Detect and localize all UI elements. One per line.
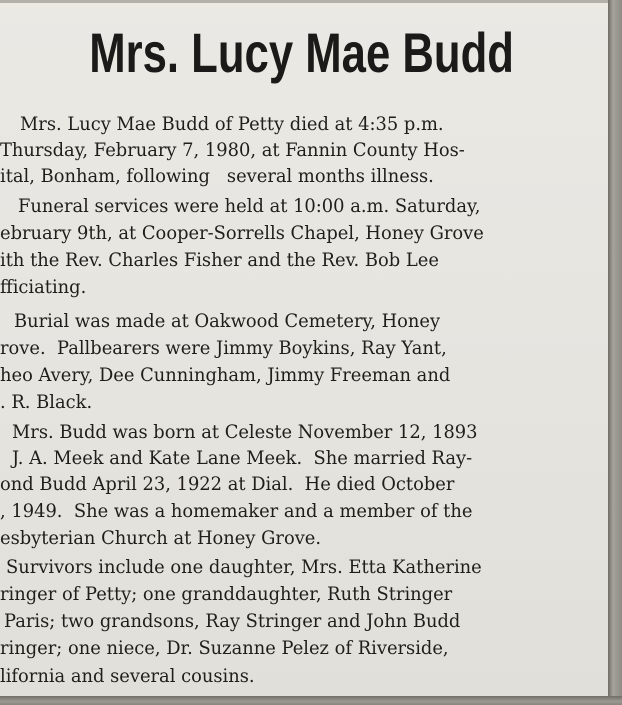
text-line: , 1949. She was a homemaker and a member of the [0,500,473,522]
text-line: lifornia and several cousins. [0,665,255,687]
text-line: ringer of Petty; one granddaughter, Ruth Stringer [0,583,453,605]
text-line: ond Budd April 23, 1922 at Dial. He died October [0,473,455,495]
text-line: ith the Rev. Charles Fisher and the Rev. Bob Lee [0,249,439,271]
text-line: Mrs. Lucy Mae Budd of Petty died at 4:35 p.m. [20,113,444,135]
text-line: Survivors include one daughter, Mrs. Etta Katherine [6,556,482,578]
text-line: Mrs. Budd was born at Celeste November 12, 1893 [12,421,478,443]
text-line: ebruary 9th, at Cooper-Sorrells Chapel, Honey Grove [0,222,484,244]
scan-bottom-edge [0,696,622,705]
text-line: . R. Black. [0,391,93,413]
text-line: ital, Bonham, following several months illness. [0,165,434,187]
text-line: J. A. Meek and Kate Lane Meek. She married Ray- [12,447,473,469]
text-line: ringer; one niece, Dr. Suzanne Pelez of Riverside, [0,637,449,659]
text-line: esbyterian Church at Honey Grove. [0,527,322,549]
scan-right-edge [608,0,622,705]
text-line: Burial was made at Oakwood Cemetery, Honey [14,310,441,332]
headline: Mrs. Lucy Mae Budd [89,21,514,84]
text-line: Paris; two grandsons, Ray Stringer and John Budd [4,610,461,632]
text-line: Funeral services were held at 10:00 a.m. Saturday, [18,195,481,217]
top-rule [0,0,612,3]
text-line: Thursday, February 7, 1980, at Fannin County Hos- [0,139,465,161]
text-line: fficiating. [0,276,87,298]
text-line: heo Avery, Dee Cunningham, Jimmy Freeman and [0,364,451,386]
text-line: rove. Pallbearers were Jimmy Boykins, Ray Yant, [0,337,447,359]
